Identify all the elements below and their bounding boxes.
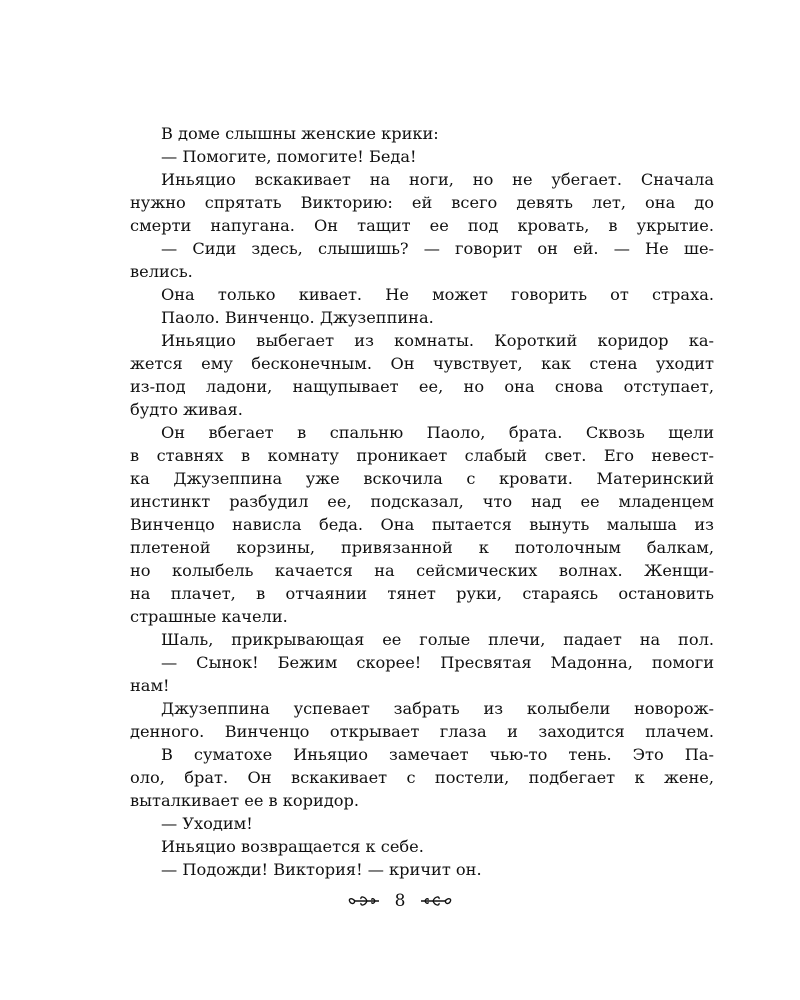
text-line: страшные качели. [130,607,288,626]
text-line: — Подожди! Виктория! — кричит он. [161,860,482,879]
text-line: жется ему бесконечным. Он чувствует, как стена уходит [130,354,714,373]
text-line: велись. [130,262,193,281]
text-line: но колыбель качается на сейсмических волнах. Женщи- [130,561,714,580]
text-line: В доме слышны женские крики: [161,124,439,143]
text-line: инстинкт разбудил ее, подсказал, что над ее младенцем [130,492,714,511]
text-line: — Помогите, помогите! Беда! [161,147,417,166]
text-line: нам! [130,676,170,695]
text-line: Джузеппина успевает забрать из колыбели новорож- [161,699,714,718]
text-line: денного. Винченцо открывает глаза и заходится плачем. [130,722,714,741]
text-line: оло, брат. Он вскакивает с постели, подбегает к жене, [130,768,714,787]
text-line: в ставнях в комнату проникает слабый свет. Его невест- [130,446,714,465]
text-line: Иньяцио выбегает из комнаты. Короткий коридор ка- [161,331,714,350]
text-line: ка Джузеппина уже вскочила с кровати. Материнский [130,469,714,488]
text-line: выталкивает ее в коридор. [130,791,360,810]
text-line: плетеной корзины, привязанной к потолочным балкам, [130,538,714,557]
text-line: Иньяцио вскакивает на ноги, но не убегает. Сначала [161,170,714,189]
text-line: Он вбегает в спальню Паоло, брата. Сквозь щели [161,423,714,442]
text-line: Шаль, прикрывающая ее голые плечи, падает на пол. [161,630,714,649]
ornament-swirl-left-icon [347,894,381,908]
text-line: — Сиди здесь, слышишь? — говорит он ей. — Не ше- [161,239,714,258]
text-line: Иньяцио возвращается к себе. [161,837,424,856]
text-line: смерти напугана. Он тащит ее под кровать, в укрытие. [130,216,714,235]
page-number: 8 [394,891,406,911]
text-line: на плачет, в отчаянии тянет руки, стараясь остановить [130,584,714,603]
text-line: В суматохе Иньяцио замечает чью-то тень. Это Па- [161,745,714,764]
text-line: — Уходим! [161,814,253,833]
text-line: Паоло. Винченцо. Джузеппина. [161,308,434,327]
text-line: будто живая. [130,400,243,419]
page-footer [0,888,800,914]
text-line: нужно спрятать Викторию: ей всего девять лет, она до [130,193,714,212]
text-line: из-под ладони, нащупывает ее, но она снова отступает, [130,377,714,396]
ornament-swirl-right-icon [419,894,453,908]
text-line: Она только кивает. Не может говорить от страха. [161,285,714,304]
text-line: — Сынок! Бежим скорее! Пресвятая Мадонна, помоги [161,653,714,672]
body-text [130,122,714,881]
text-line: Винченцо нависла беда. Она пытается вынуть малыша из [130,515,714,534]
